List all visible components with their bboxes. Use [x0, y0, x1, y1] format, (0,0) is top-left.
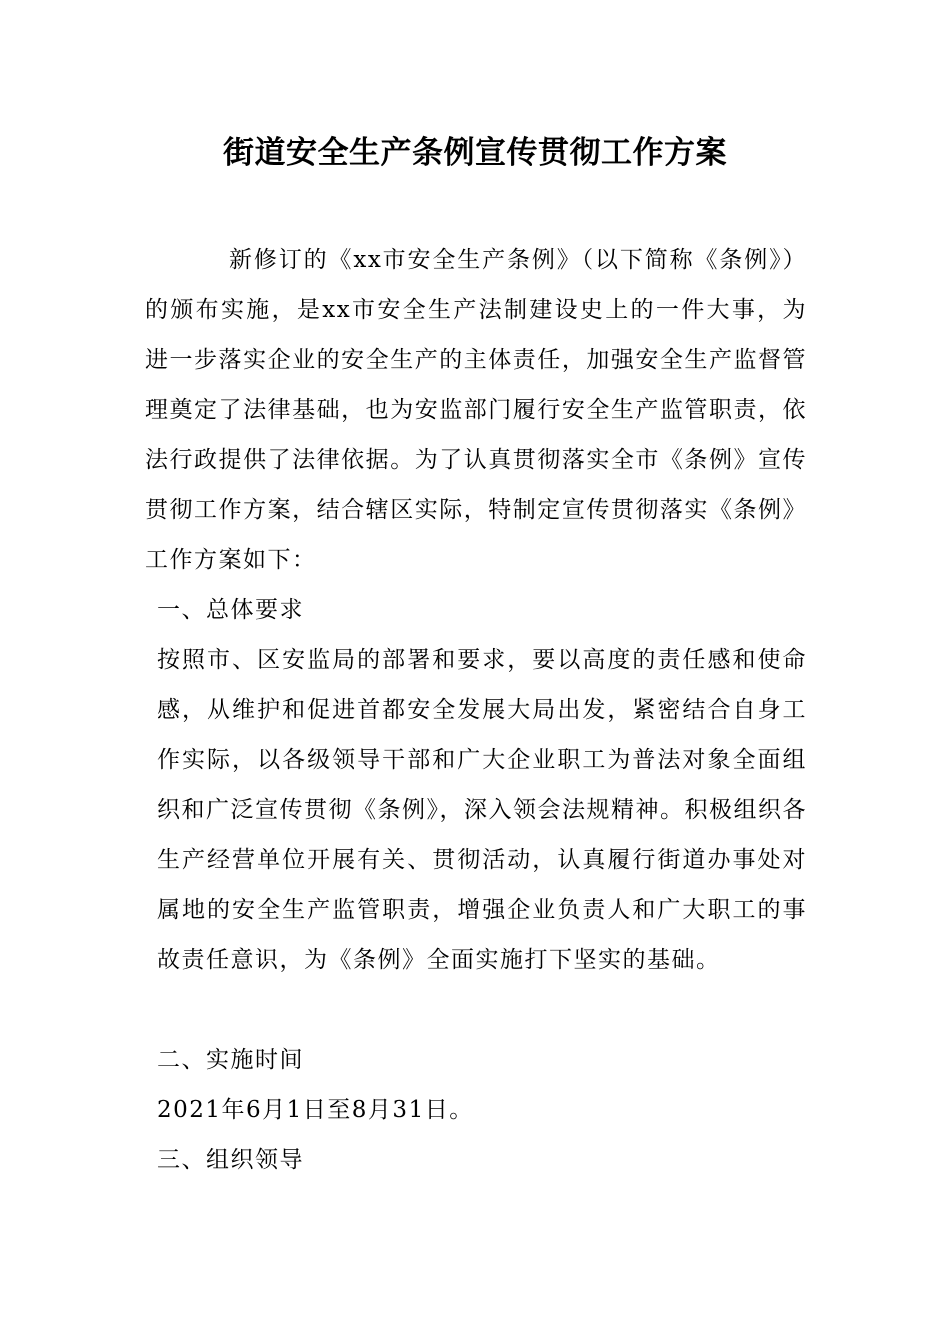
document-title: 街道安全生产条例宣传贯彻工作方案: [223, 135, 727, 171]
section-heading-implementation-time: 二、实施时间: [157, 1047, 304, 1073]
general-requirements-paragraph: 按照市、区安监局的部署和要求，要以高度的责任感和使命感，从维护和促进首都安全发展大局出发，紧密结合自身工作实际，以各级领导干部和广大企业职工为普法对象全面组织和广泛宣传贯彻《条例》，深入领会法规精神。积极组织各生产经营单位开展有关、贯彻活动，认真履行街道办事处对属地的安全生产监管职责，增强企业负责人和广大职工的事故责任意识，为《条例》全面实施打下坚实的基础。: [157, 647, 807, 973]
implementation-time-paragraph: 2021年6月1日至8月31日。: [157, 1097, 474, 1123]
intro-paragraph: 新修订的《xx市安全生产条例》（以下简称《条例》）的颁布实施，是xx市安全生产法制建设史上的一件大事，为进一步落实企业的安全生产的主体责任，加强安全生产监督管理奠定了法律基础，也为安监部门履行安全生产监管职责，依法行政提供了法律依据。为了认真贯彻落实全市《条例》宣传贯彻工作方案，结合辖区实际，特制定宣传贯彻落实《条例》工作方案如下：: [145, 247, 807, 573]
section-heading-organization-leadership: 三、组织领导: [157, 1147, 304, 1173]
section-heading-general-requirements: 一、总体要求: [157, 597, 304, 623]
